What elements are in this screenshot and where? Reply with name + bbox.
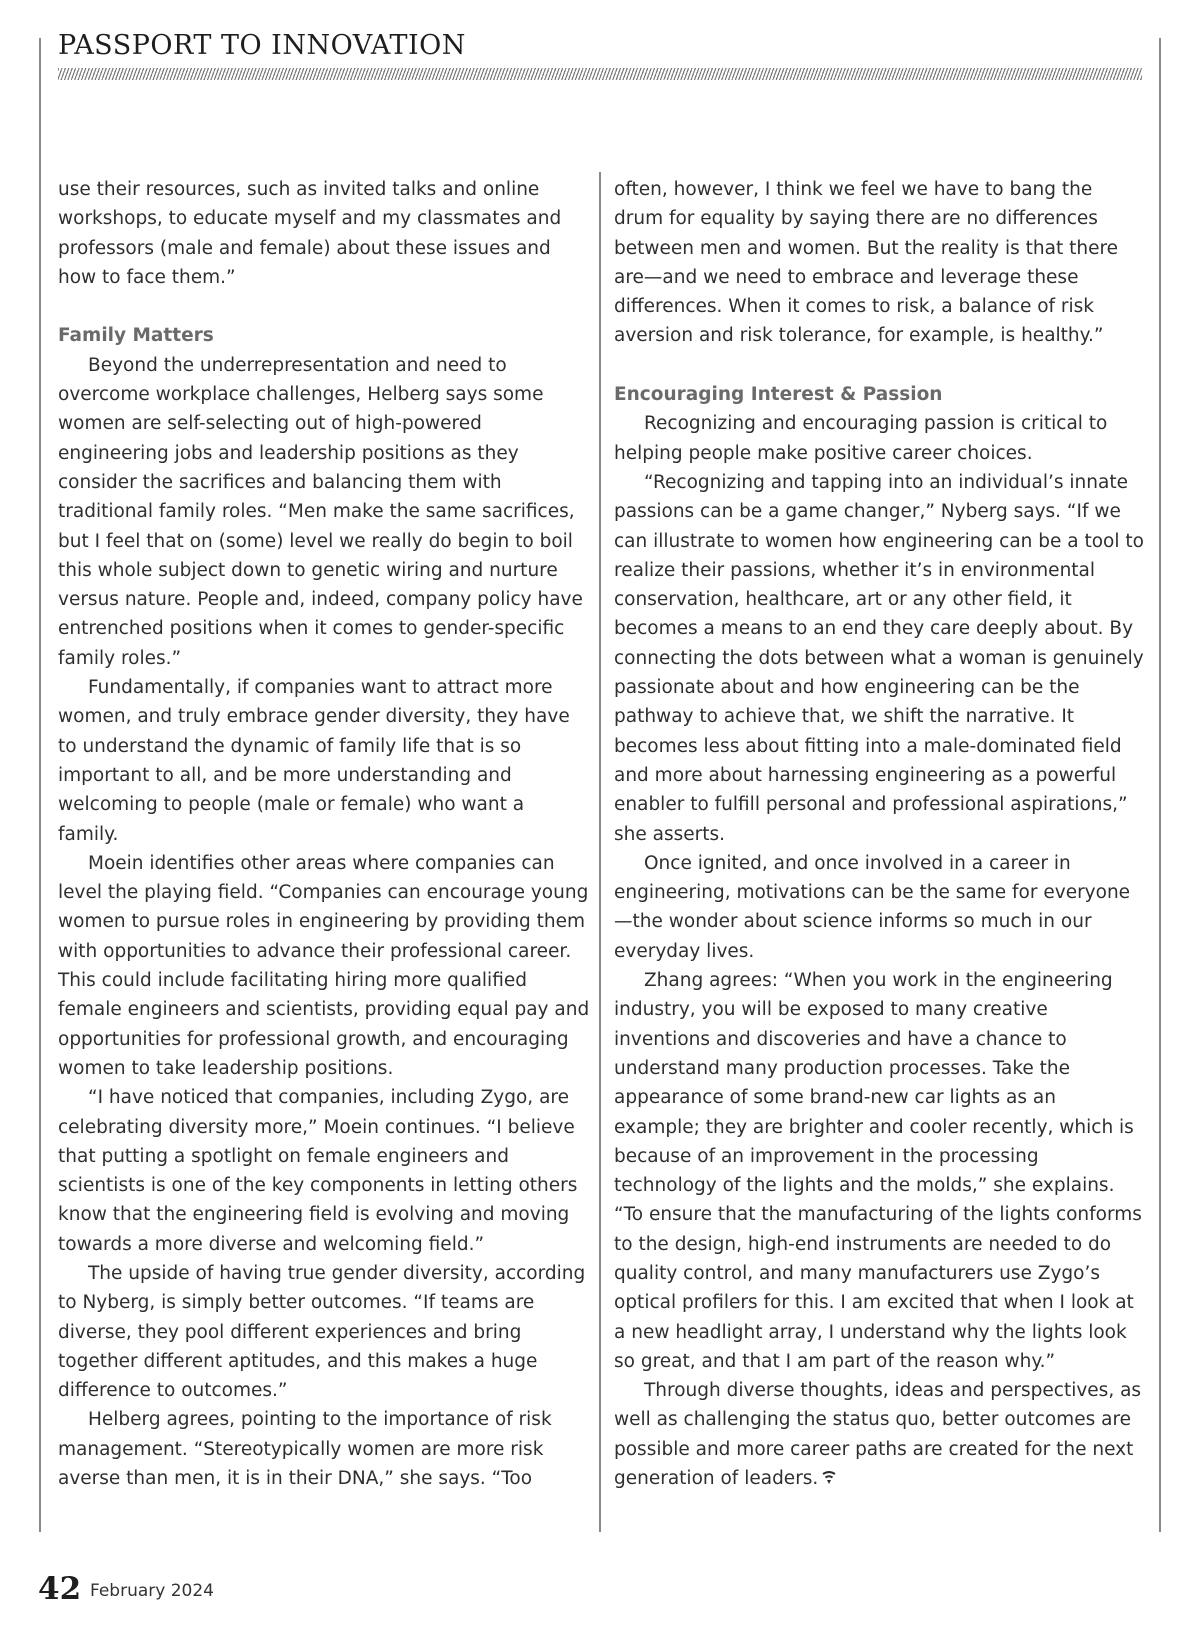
- paragraph: Fundamentally, if companies want to attract more women, and truly embrace gender diversity, they have to understand the dynamic of family life that is so important to all, and be more understanding and welcoming to people (male or female) who want a family.: [58, 677, 570, 845]
- column-divider: [599, 172, 601, 1532]
- paragraph-spacer: [614, 351, 1146, 380]
- page-number: 42: [38, 1571, 82, 1607]
- paragraph: “Recognizing and tapping into an individual’s innate passions can be a game changer,” Nyberg says. “If we can illustrate to women how engineering can be a tool to realize their passions, whether it’s in environmental conservation, healthcare, art or any other field, it becomes a means to an end they care deeply about. By connecting the dots between what a woman is genuinely passionate about and how engineering can be the pathway to achieve that, we shift the narrative. It becomes less about fitting into a male-dominated field and more about harnessing engineering as a powerful enabler to fulfill personal and professional aspirations,” she asserts.: [614, 471, 1144, 845]
- paragraph: use their resources, such as invited talks and online workshops, to educate myself and my classmates and professors (male and female) about these issues and how to face them.”: [58, 179, 562, 288]
- paragraph: Beyond the underrepresentation and need to overcome workplace challenges, Helberg says some women are self-selecting out of high-powered engineering jobs and leadership positions as they consider the sacrifices and balancing them with traditional family roles. “Men make the same sacrifices, but I feel that on (some) level we really do begin to boil this whole subject down to genetic wiring and nurture versus nature. People and, indeed, company policy have entrenched positions when it comes to gender-specific family roles.”: [58, 354, 583, 669]
- paragraph: often, however, I think we feel we have to bang the drum for equality by saying there are no differences between men and women. But the reality is that there are—and we need to embrace and leverage these differences. When it comes to risk, a balance of risk aversion and risk tolerance, for example, is healthy.”: [614, 179, 1119, 347]
- section-header-title: PASSPORT TO INNOVATION: [58, 30, 466, 61]
- left-column: [58, 175, 590, 1493]
- subheading-encouraging-interest: Encouraging Interest & Passion: [614, 384, 943, 406]
- paragraph: “I have noticed that companies, including Zygo, are celebrating diversity more,” Moein continues. “I believe that putting a spotlight on female engineers and scientists is one of the key components in letting others know that the engineering field is evolving and moving towards a more diverse and welcoming field.”: [58, 1087, 578, 1255]
- issue-date: February 2024: [90, 1581, 214, 1601]
- paragraph-text: Through diverse thoughts, ideas and perspectives, as well as challenging the status quo, better outcomes are possible and more career paths are created for the next generation of leaders.: [614, 1380, 1142, 1490]
- paragraph: Recognizing and encouraging passion is critical to helping people make positive career choices.: [614, 413, 1108, 464]
- paragraph-spacer: [58, 292, 590, 321]
- header-hatch-rule: [58, 68, 1142, 80]
- paragraph: The upside of having true gender diversity, according to Nyberg, is simply better outcomes. “If teams are diverse, they pool different experiences and bring together different aptitudes, and this makes a huge difference to outcomes.”: [58, 1262, 586, 1402]
- paragraph: Once ignited, and once involved in a career in engineering, motivations can be the same for everyone—the wonder about science informs so much in our everyday lives.: [614, 852, 1131, 962]
- subheading-family-matters: Family Matters: [58, 325, 214, 347]
- paragraph: Helberg agrees, pointing to the importance of risk management. “Stereotypically women are more risk averse than men, it is in their DNA,” she says. “Too: [58, 1409, 552, 1490]
- right-border-rule: [1159, 38, 1161, 1532]
- right-column: [614, 175, 1146, 1493]
- paragraph: Zhang agrees: “When you work in the engineering industry, you will be exposed to many creative inventions and discoveries and have a chance to understand many production processes. Take the appearance of some brand-new car lights as an example; they are brighter and cooler recently, which is because of an improvement in the processing technology of the lights and the molds,” she explains. “To ensure that the manufacturing of the lights conforms to the design, high-end instruments are needed to do quality control, and many manufacturers use Zygo’s optical profilers for this. I am excited that when I look at a new headlight array, I understand why the lights look so great, and that I am part of the reason why.”: [614, 970, 1142, 1372]
- left-border-rule: [39, 38, 41, 1532]
- paragraph-final: [614, 1376, 1146, 1493]
- end-of-article-icon: [822, 1471, 836, 1485]
- paragraph: Moein identifies other areas where companies can level the playing field. “Companies can encourage young women to pursue roles in engineering by providing them with opportunities to advance their professional career. This could include facilitating hiring more qualified female engineers and scientists, providing equal pay and opportunities for professional growth, and encouraging women to take leadership positions.: [58, 852, 590, 1079]
